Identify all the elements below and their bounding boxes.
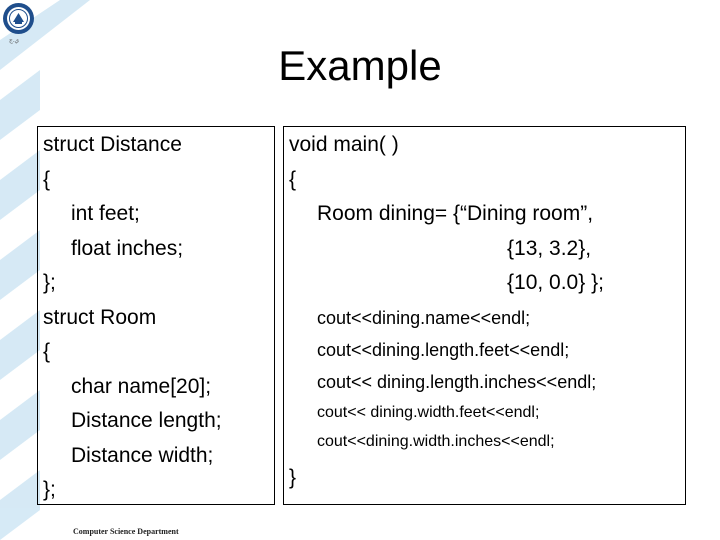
- code-line: cout<<dining.length.feet<<endl;: [317, 340, 570, 360]
- code-line: };: [43, 271, 56, 294]
- university-seal-icon: [2, 2, 35, 35]
- code-line: Distance length;: [71, 409, 222, 432]
- code-line: char name[20];: [71, 375, 212, 398]
- code-line: cout<<dining.width.inches<<endl;: [317, 433, 555, 450]
- slide-title: [0, 42, 720, 90]
- code-line: cout<< dining.length.inches<<endl;: [317, 372, 597, 392]
- logo-caption: ي.ج: [9, 38, 20, 44]
- code-line: {13, 3.2},: [507, 237, 592, 260]
- code-line: void main( ): [289, 133, 399, 156]
- code-line: {: [43, 340, 51, 363]
- code-line: struct Room: [43, 306, 157, 329]
- code-line: {: [43, 168, 51, 191]
- code-line: Distance width;: [71, 444, 214, 467]
- code-line: cout<<dining.name<<endl;: [317, 308, 531, 328]
- code-line: cout<< dining.width.feet<<endl;: [317, 404, 540, 421]
- slide-title-text: Example: [278, 42, 442, 89]
- code-line: float inches;: [71, 237, 184, 260]
- code-line: }: [289, 466, 297, 489]
- footer-text: Computer Science Department: [73, 527, 179, 536]
- code-line: };: [43, 478, 56, 501]
- code-line: int feet;: [71, 202, 140, 225]
- code-line: {: [289, 168, 297, 191]
- code-line: struct Distance: [43, 133, 182, 156]
- code-line: {10, 0.0} };: [507, 271, 604, 294]
- code-line: Room dining= {“Dining room”,: [317, 202, 594, 225]
